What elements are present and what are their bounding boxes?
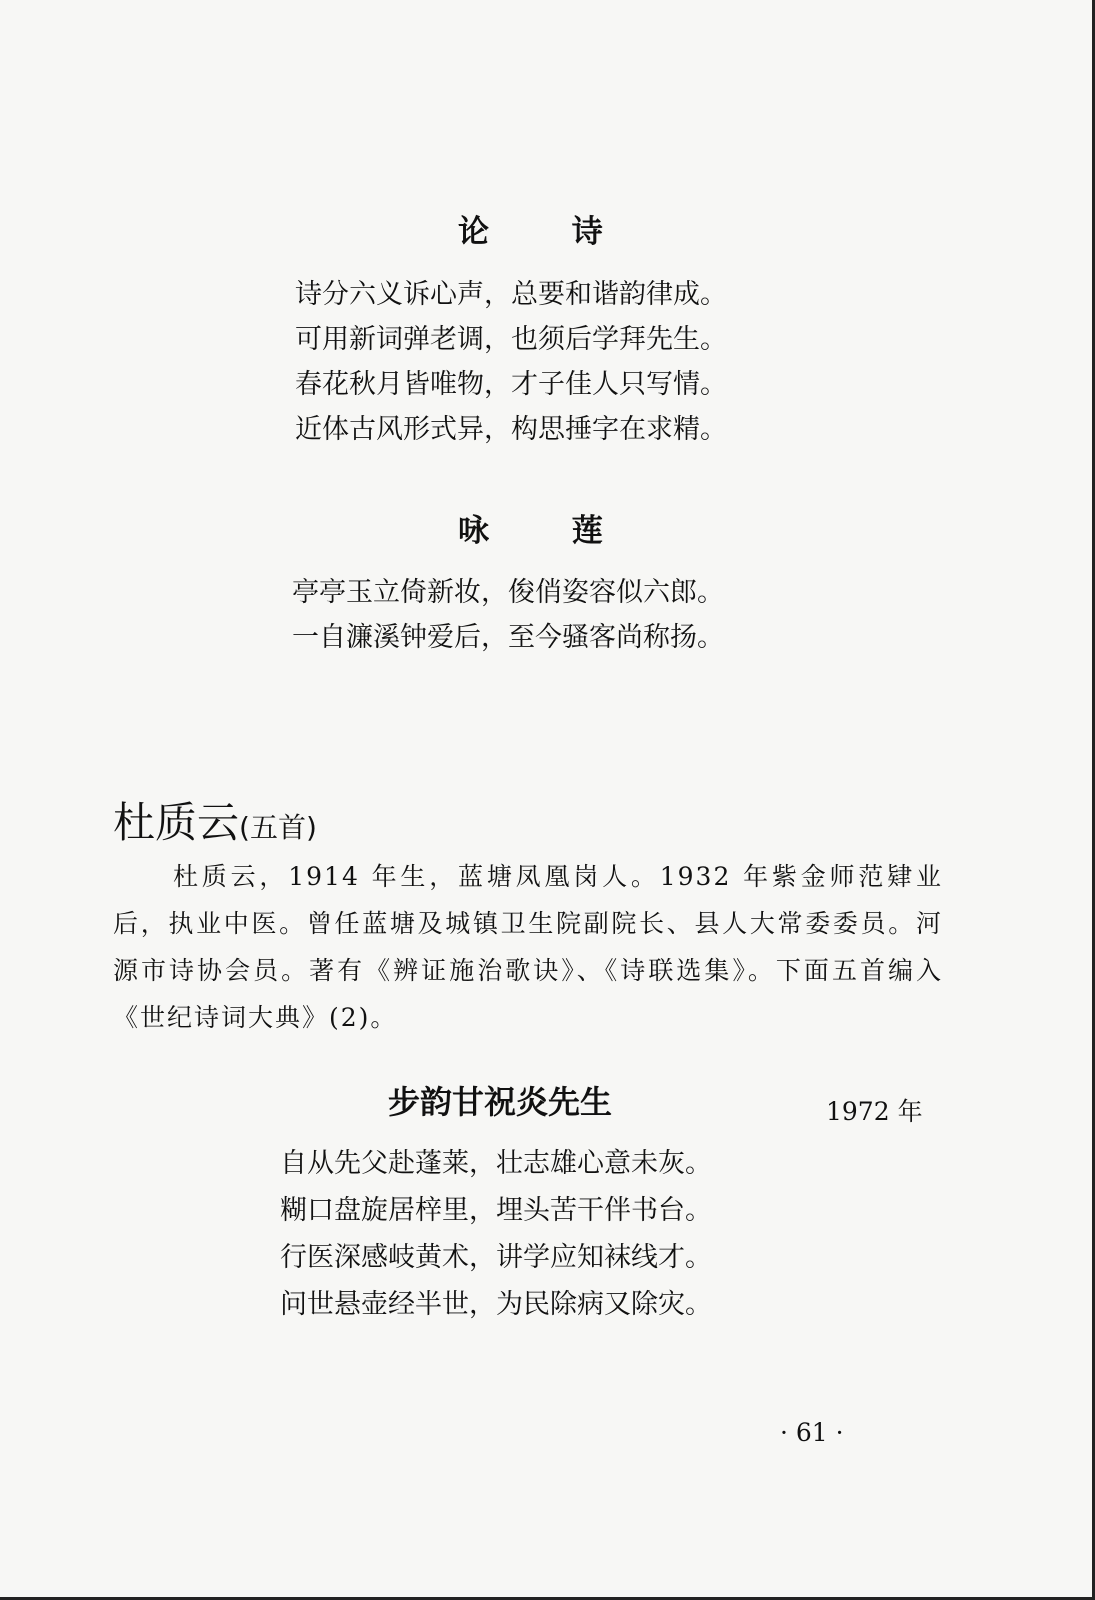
poem-body-yonglian [292,570,724,660]
poem-body-buyun [280,1140,712,1328]
poem-line: 糊口盘旋居梓里，埋头苦干伴书台。 [280,1195,712,1226]
page-number: · 61 · [780,1418,844,1447]
title-char: 莲 [571,513,603,549]
poem-title-yonglian [458,505,603,550]
poem-line: 一自濂溪钟爱后，至今骚客尚称扬。 [292,622,724,653]
author-bio: 杜质云，1914 年生，蓝塘凤凰岗人。1932 年紫金师范肄业后，执业中医。曾任蓝塘及城镇卫生院副院长、县人大常委委员。河源市诗协会员。著有《辨证施治歌诀》、《诗联选集》。下面五首编入《世纪诗词大典》(2)。 [113,862,943,1032]
poem-line: 春花秋月皆唯物，才子佳人只写情。 [295,369,727,400]
title-char: 论 [458,214,489,250]
author-heading [113,790,317,850]
poem-line: 近体古风形式异，构思捶字在求精。 [295,414,727,445]
poem-body-lunshi [295,272,727,452]
poem-title-lunshi [458,206,603,251]
poem-line: 亭亭玉立倚新妆，俊俏姿容似六郎。 [292,577,724,608]
poem-line: 可用新词弹老调，也须后学拜先生。 [295,324,727,355]
poem-count: (五首) [239,811,317,844]
poem-title-buyun: 步韵甘祝炎先生 [388,1083,613,1121]
poem-line: 行医深感岐黄术，讲学应知袜线才。 [280,1242,712,1273]
poem-line: 诗分六义诉心声，总要和谐韵律成。 [295,279,727,310]
author-name: 杜质云 [113,798,240,847]
poem-year: 1972 年 [826,1097,923,1126]
poem-line: 问世悬壶经半世，为民除病又除灾。 [280,1289,712,1320]
title-char: 咏 [458,513,489,549]
poem-line: 自从先父赴蓬莱，壮志雄心意未灰。 [280,1148,712,1179]
title-char: 诗 [571,214,603,250]
